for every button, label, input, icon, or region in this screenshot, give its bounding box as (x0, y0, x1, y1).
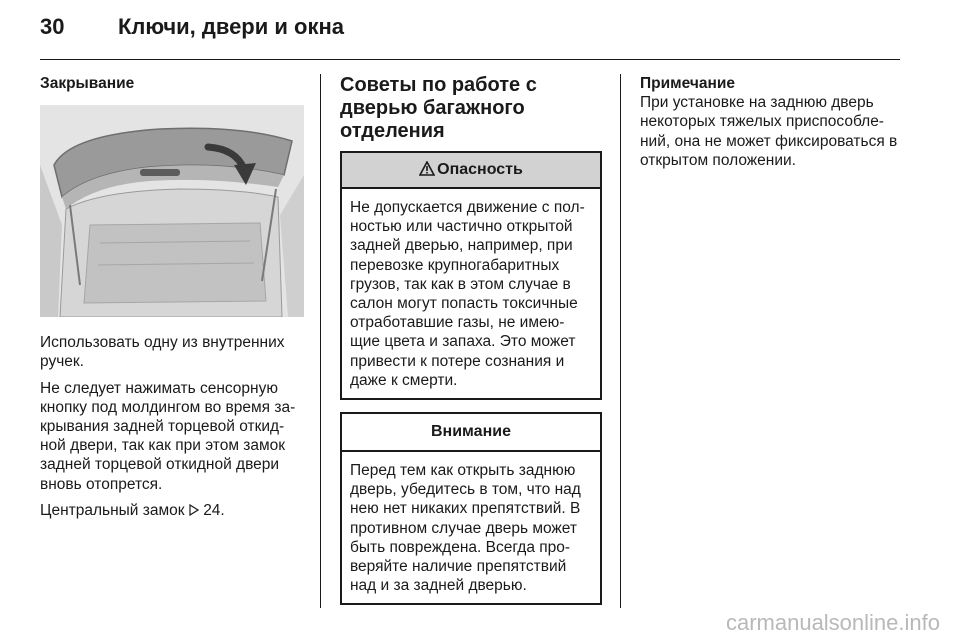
watermark: carmanualsonline.info (725, 610, 940, 635)
paragraph-inner-handles: Использовать одну из внутренних ручек. (40, 334, 285, 371)
caution-box-header: Внимание (342, 414, 600, 452)
danger-text: Не допускается движение с пол-ностью или частично открытой задней дверью, например, при перевозке крупногабаритных грузов, так как в этом случае в салон могут попасть токсичные отработавшие газы, не имею-щие цвета и запаха. Это может привести к потере сознания и даже к смерти. (350, 199, 585, 389)
page-number: 30 (40, 14, 65, 39)
column-divider-2 (620, 74, 621, 608)
tailgate-illustration (40, 105, 304, 317)
note-title: Примечание (640, 75, 735, 92)
arrow-reference-icon (189, 504, 199, 516)
subheading-closing: Закрывание (40, 75, 135, 92)
column-divider-1 (320, 74, 321, 608)
central-lock-label: Центральный замок (40, 501, 185, 519)
danger-box-header (342, 153, 600, 189)
paragraph-central-lock (40, 501, 304, 520)
caution-text: Перед тем как открыть заднюю дверь, убедитесь в том, что над нею нет никаких препятствий. В противном случае дверь может быть повреждена. Всегда про-веряйте наличие препятствий над и за задней дверью. (350, 462, 581, 595)
caution-box (340, 412, 602, 605)
header-rule (40, 59, 900, 60)
danger-box (340, 151, 602, 400)
central-lock-page-ref: 24. (203, 501, 225, 519)
danger-title: Опасность (437, 161, 523, 178)
column-1 (40, 74, 304, 527)
paragraph-sensor-warning: Не следует нажимать сенсорную кнопку под молдингом во время за-крывания задней торцевой откид-ной двери, так как при этом замок задней торцевой откидной двери вновь отопрется. (40, 379, 296, 493)
section-title-tailgate-tips: Советы по работе с дверью багажного отделения (340, 74, 537, 142)
page-title: Ключи, двери и окна (118, 14, 344, 39)
column-3 (640, 74, 902, 170)
warning-triangle-icon (419, 161, 435, 176)
column-2 (340, 74, 602, 617)
note-text: При установке на заднюю дверь некоторых тяжелых приспособле-ний, она не может фиксироваться в открытом положении. (640, 94, 898, 169)
